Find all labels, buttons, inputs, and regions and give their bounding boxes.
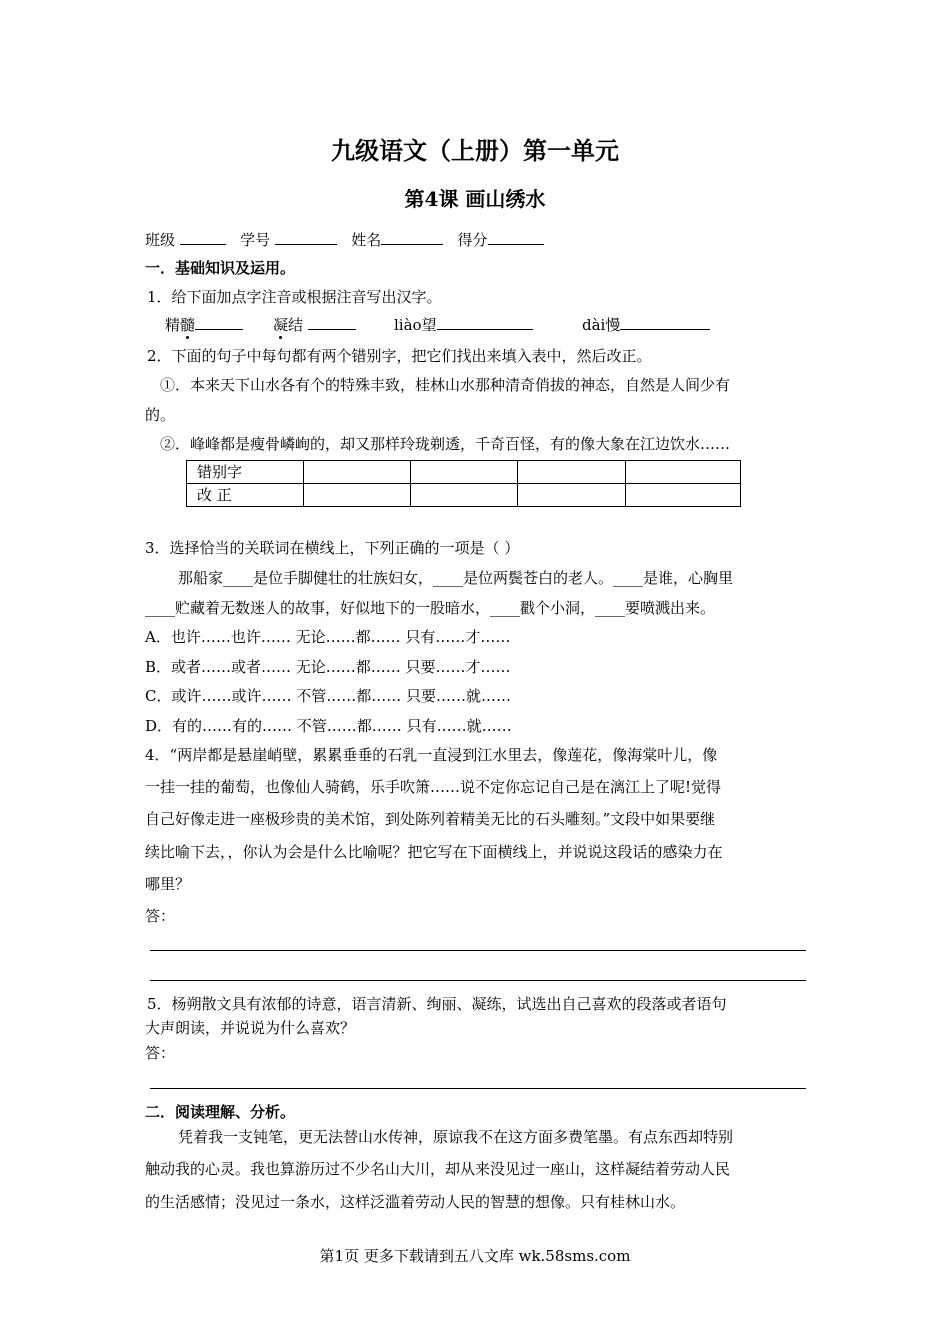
- q2-sentence-1-cont: 的。: [145, 406, 176, 424]
- section2-heading: 二．阅读理解、分析。: [145, 1103, 296, 1121]
- q3-option-a[interactable]: A．也许……也许…… 无论……都…… 只有……才……: [145, 628, 511, 646]
- q1-blank-4[interactable]: [620, 313, 710, 330]
- q3-option-c[interactable]: C．或许……或许…… 不管……都…… 只要……就……: [145, 687, 512, 705]
- table-row: [187, 461, 741, 484]
- q4-line-4: 续比喻下去，，你认为会是什么比喻呢？把它写在下面横线上，并说说这段话的感染力在: [145, 843, 723, 861]
- q1-item-2: 凝结: [273, 313, 356, 335]
- table-header-correct: 改 正: [187, 484, 304, 507]
- table-header-wrong: 错别字: [187, 461, 304, 484]
- table-cell[interactable]: [518, 484, 626, 507]
- q4-line-2: 一挂一挂的葡萄，也像仙人骑鹤，乐手吹箫……说不定你忘记自己是在漓江上了呢!觉得: [145, 778, 722, 796]
- q4-line-1: 4．“两岸都是悬崖峭壁，累累垂垂的石乳一直浸到江水里去，像莲花，像海棠叶儿，像: [145, 746, 718, 764]
- q1-blank-3[interactable]: [437, 313, 533, 330]
- q1-blank-2[interactable]: [308, 313, 356, 330]
- q5-line-2: 大声朗读，并说说为什么喜欢？: [145, 1019, 356, 1037]
- q5-line-1: 5．杨朔散文具有浓郁的诗意，语言清新、绚丽、凝练，试选出自己喜欢的段落或者语句: [147, 995, 727, 1013]
- q1-prompt: 1．给下面加点字注音或根据注音写出汉字。: [147, 288, 442, 306]
- q2-prompt: 2．下面的句子中每句都有两个错别字，把它们找出来填入表中，然后改正。: [147, 347, 652, 365]
- q2-sentence-1: ①．本来天下山水各有个的特殊丰致，桂林山水那种清奇俏拔的神态，自然是人间少有: [160, 376, 731, 394]
- q3-passage-2: ____贮藏着无数迷人的故事，好似地下的一股暗水，____戳个小洞，____要喷溅出来。: [145, 599, 716, 617]
- q1-blank-1[interactable]: [195, 313, 243, 330]
- q5-answer-label: 答：: [145, 1044, 176, 1062]
- name-label: 姓名: [351, 231, 382, 249]
- section1-heading: 一．基础知识及运用。: [145, 259, 296, 277]
- q4-answer-line[interactable]: [150, 980, 806, 981]
- id-label: 学号: [240, 231, 271, 249]
- table-cell[interactable]: [626, 484, 741, 507]
- table-cell[interactable]: [518, 461, 626, 484]
- table-cell[interactable]: [304, 484, 411, 507]
- lesson-title: 第4课 画山绣水: [404, 187, 546, 211]
- q4-line-5: 哪里？: [145, 875, 191, 893]
- table-cell[interactable]: [411, 461, 518, 484]
- page-footer: 第1页 更多下载请到五八文库 wk.58sms.com: [319, 1247, 631, 1265]
- name-blank[interactable]: [381, 228, 443, 245]
- score-blank[interactable]: [488, 228, 544, 245]
- page-title: 九级语文（上册）第一单元: [331, 136, 619, 165]
- reading-line-2: 触动我的心灵。我也算游历过不少名山大川，却从来没见过一座山，这样凝结着劳动人民: [145, 1160, 731, 1178]
- q4-answer-label: 答：: [145, 907, 176, 925]
- table-cell[interactable]: [304, 461, 411, 484]
- q4-line-3: 自己好像走进一座极珍贵的美术馆，到处陈列着精美无比的石头雕刻。”文段中如果要继: [145, 810, 716, 828]
- class-blank[interactable]: [180, 228, 226, 245]
- reading-line-1: 凭着我一支钝笔，更无法替山水传神，原谅我不在这方面多费笔墨。有点东西却特别: [178, 1128, 734, 1146]
- id-blank[interactable]: [275, 228, 337, 245]
- q3-passage-1: 那船家____是位手脚健壮的壮族妇女，____是位两鬓苍白的老人。____是谁，心胸里: [178, 569, 734, 587]
- q1-item-3: liào望: [394, 313, 533, 335]
- score-label: 得分: [457, 231, 488, 249]
- q3-option-b[interactable]: B．或者……或者…… 无论……都…… 只要……才……: [145, 658, 511, 676]
- q3-option-d[interactable]: D．有的……有的…… 不管……都…… 只有……就……: [145, 717, 512, 735]
- class-label: 班级: [145, 231, 176, 249]
- q3-prompt: 3．选择恰当的关联词在横线上，下列正确的一项是（ ）: [145, 539, 520, 557]
- q4-answer-line[interactable]: [150, 950, 806, 951]
- table-cell[interactable]: [411, 484, 518, 507]
- table-row: [187, 484, 741, 507]
- q2-sentence-2: ②．峰峰都是瘦骨嶙峋的，却又那样玲珑剃透，千奇百怪，有的像大象在江边饮水……: [160, 435, 731, 453]
- q5-answer-line[interactable]: [150, 1088, 806, 1089]
- student-info-line: [145, 228, 544, 250]
- table-cell[interactable]: [626, 461, 741, 484]
- reading-line-3: 的生活感情；没见过一条水，这样泛滥着劳动人民的智慧的想像。只有桂林山水。: [145, 1193, 686, 1211]
- correction-table: [186, 460, 741, 507]
- q1-item-1: 精髓: [165, 313, 243, 335]
- q1-item-4: dài慢: [582, 313, 710, 335]
